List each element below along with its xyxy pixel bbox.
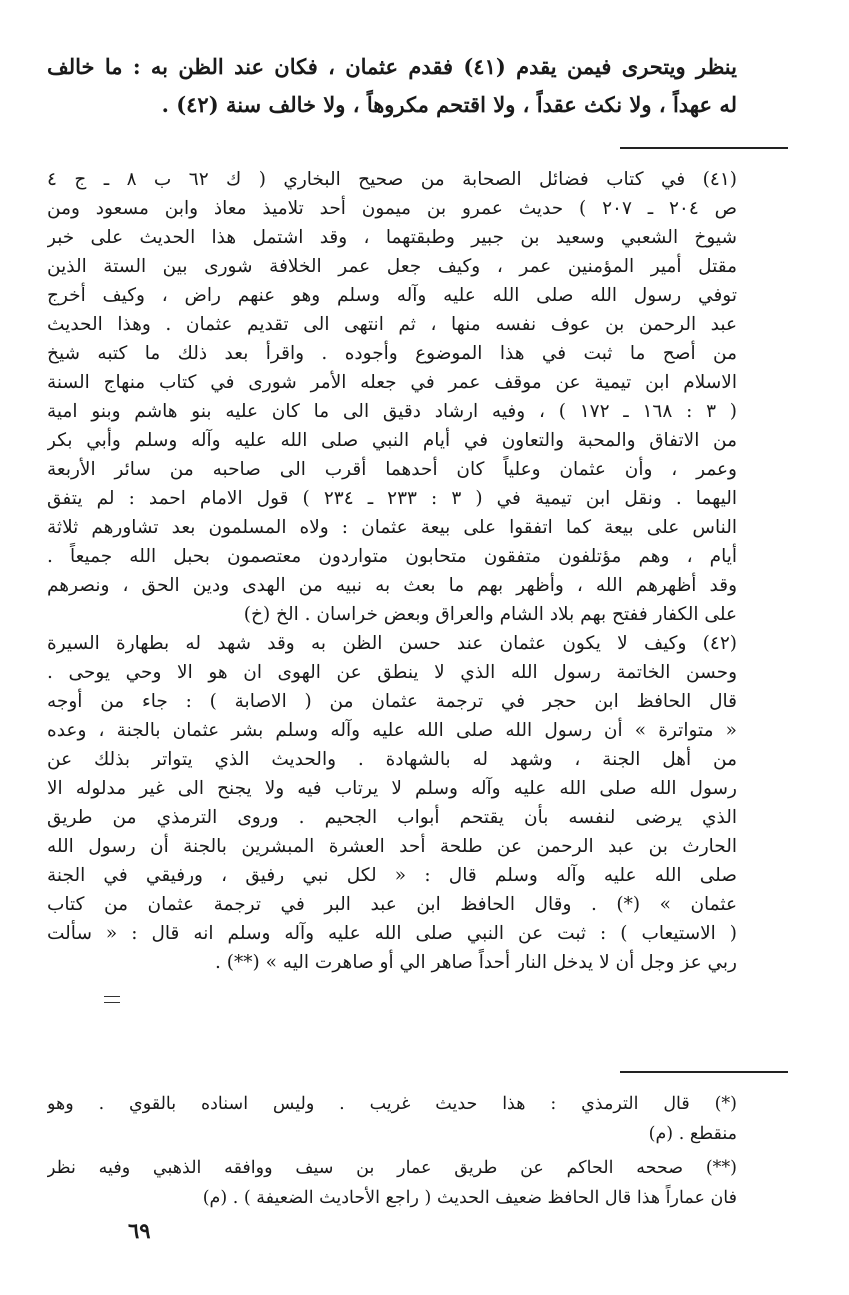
footnote-line: الذي يرضى لنفسه بأن يقتحم أبواب الجحيم . وروى الترمذي من طريق (47, 807, 737, 828)
footnote-line: قال الحافظ ابن حجر في ترجمة عثمان من ( الاصابة ) : جاء من أوجه (47, 691, 737, 712)
footnote-line: « متواترة » أن رسول الله صلى الله عليه وآله وسلم بشر عثمان بالجنة ، وعده (47, 720, 737, 741)
footnote-line: توفي رسول الله صلى الله عليه وآله وسلم وهو عنهم راض ، وكيف أخرج (47, 285, 737, 306)
footnote-line: الناس على بيعة كما اتفقوا على بيعة عثمان : ولاه المسلمون بعد تشاورهم ثلاثة (47, 517, 737, 538)
footnote-line: ( الاستيعاب ) : ثبت عن النبي صلى الله عليه وآله وسلم انه قال : « سألت (47, 923, 737, 944)
footnote-line: الحارث بن عبد الرحمن عن طلحة أحد العشرة المبشرين بالجنة أن رسول الله (47, 836, 737, 857)
footnote-line: صلى الله عليه وآله وسلم قال : « لكل نبي رفيق ، ورفيقي في الجنة (47, 865, 737, 886)
footnote-line: ربي عز وجل أن لا يدخل النار أحداً صاهر الي أو صاهرت اليه » (**) . (215, 952, 737, 973)
footnote-line: وحسن الخاتمة رسول الله الذي لا ينطق عن الهوى ان هو الا وحي يوحى . (47, 662, 737, 683)
footnote-line: من الاتفاق والمحبة والتعاون في أيام النبي صلى الله عليه وآله وسلم وأبي بكر (47, 430, 737, 451)
editor-note-line: فان عماراً هذا قال الحافظ ضعيف الحديث ( راجع الأحاديث الضعيفة ) . (م) (202, 1188, 737, 1208)
footnote-line: على الكفار ففتح بهم بلاد الشام والعراق وبعض خراسان . الخ (خ) (243, 604, 737, 625)
footnote-line: من أهل الجنة ، وشهد له بالشهادة . والحديث الذي يتواتر بذلك عن (47, 749, 737, 770)
main-text-line: له عهداً ، ولا نكث عقداً ، ولا اقتحم مكروهاً ، ولا خالف سنة (٤٢) . (161, 92, 737, 117)
footnote-line: وقد أظهرهم الله ، وأظهر بهم ما بعث به نبيه من الهدى ودين الحق ، ونصرهم (47, 575, 737, 596)
main-text-line: ينظر ويتحرى فيمن يقدم (٤١) فقدم عثمان ، فكان عند الظن به : ما خالف (47, 54, 737, 79)
footnote-line: ص ٢٠٤ ـ ٢٠٧ ) حديث عمرو بن ميمون أحد تلاميذ معاذ وابن مسعود ومن (47, 198, 737, 219)
editor-notes-separator (620, 1071, 788, 1073)
editor-note-line: (*) قال الترمذي : هذا حديث غريب . وليس اسناده بالقوي . وهو (47, 1094, 737, 1114)
editor-note-line: منقطع . (م) (648, 1124, 737, 1144)
footnote-line: أيام ، وهم مؤتلفون متفقون متحابون متواردون معتصمون بحبل الله جميعاً . (47, 546, 737, 567)
footnote-line: عثمان » (*) . وقال الحافظ ابن عبد البر في ترجمة عثمان من كتاب (47, 894, 737, 915)
footnote-separator (620, 147, 788, 149)
double-rule-mark (104, 996, 120, 1003)
editor-note-line: (**) صححه الحاكم عن طريق عمار بن سيف ووافقه الذهبي وفيه نظر (47, 1158, 737, 1178)
footnote-line: (٤١) في كتاب فضائل الصحابة من صحيح البخاري ( ك ٦٢ ب ٨ ـ ج ٤ (47, 169, 737, 190)
footnote-line: اليهما . ونقل ابن تيمية في ( ٣ : ٢٣٣ ـ ٢٣٤ ) قول الامام احمد : لم يتفق (47, 488, 737, 509)
page-number: ٦٩ (128, 1218, 151, 1243)
footnote-line: عبد الرحمن بن عوف نفسه منها ، ثم انتهى الى تقديم عثمان . وهذا الحديث (47, 314, 737, 335)
footnote-line: رسول الله صلى الله عليه وآله وسلم لا يرتاب فيه ولا يجنح الى غير مدلوله الا (47, 778, 737, 799)
footnote-line: ( ٣ : ١٦٨ ـ ١٧٢ ) ، وفيه ارشاد دقيق الى ما كان عليه بنو هاشم وبنو امية (47, 401, 737, 422)
footnote-line: (٤٢) وكيف لا يكون عثمان عند حسن الظن به وقد شهد له بطهارة السيرة (47, 633, 737, 654)
footnote-line: الاسلام ابن تيمية عن موقف عمر في جعله الأمر شورى في كتاب منهاج السنة (47, 372, 737, 393)
footnote-line: مقتل أمير المؤمنين عمر ، وكيف جعل عمر الخلافة شورى بين الستة الذين (47, 256, 737, 277)
footnote-line: من أصح ما ثبت في هذا الموضوع وأجوده . واقرأ بعد ذلك ما كتبه شيخ (47, 343, 737, 364)
footnote-line: شيوخ الشعبي وسعيد بن جبير وطبقتهما ، وقد اشتمل هذا الحديث على خبر (47, 227, 737, 248)
footnote-line: وعمر ، وأن عثمان وعلياً كان أحدهما أقرب الى صاحبه من سائر الأربعة (47, 459, 737, 480)
